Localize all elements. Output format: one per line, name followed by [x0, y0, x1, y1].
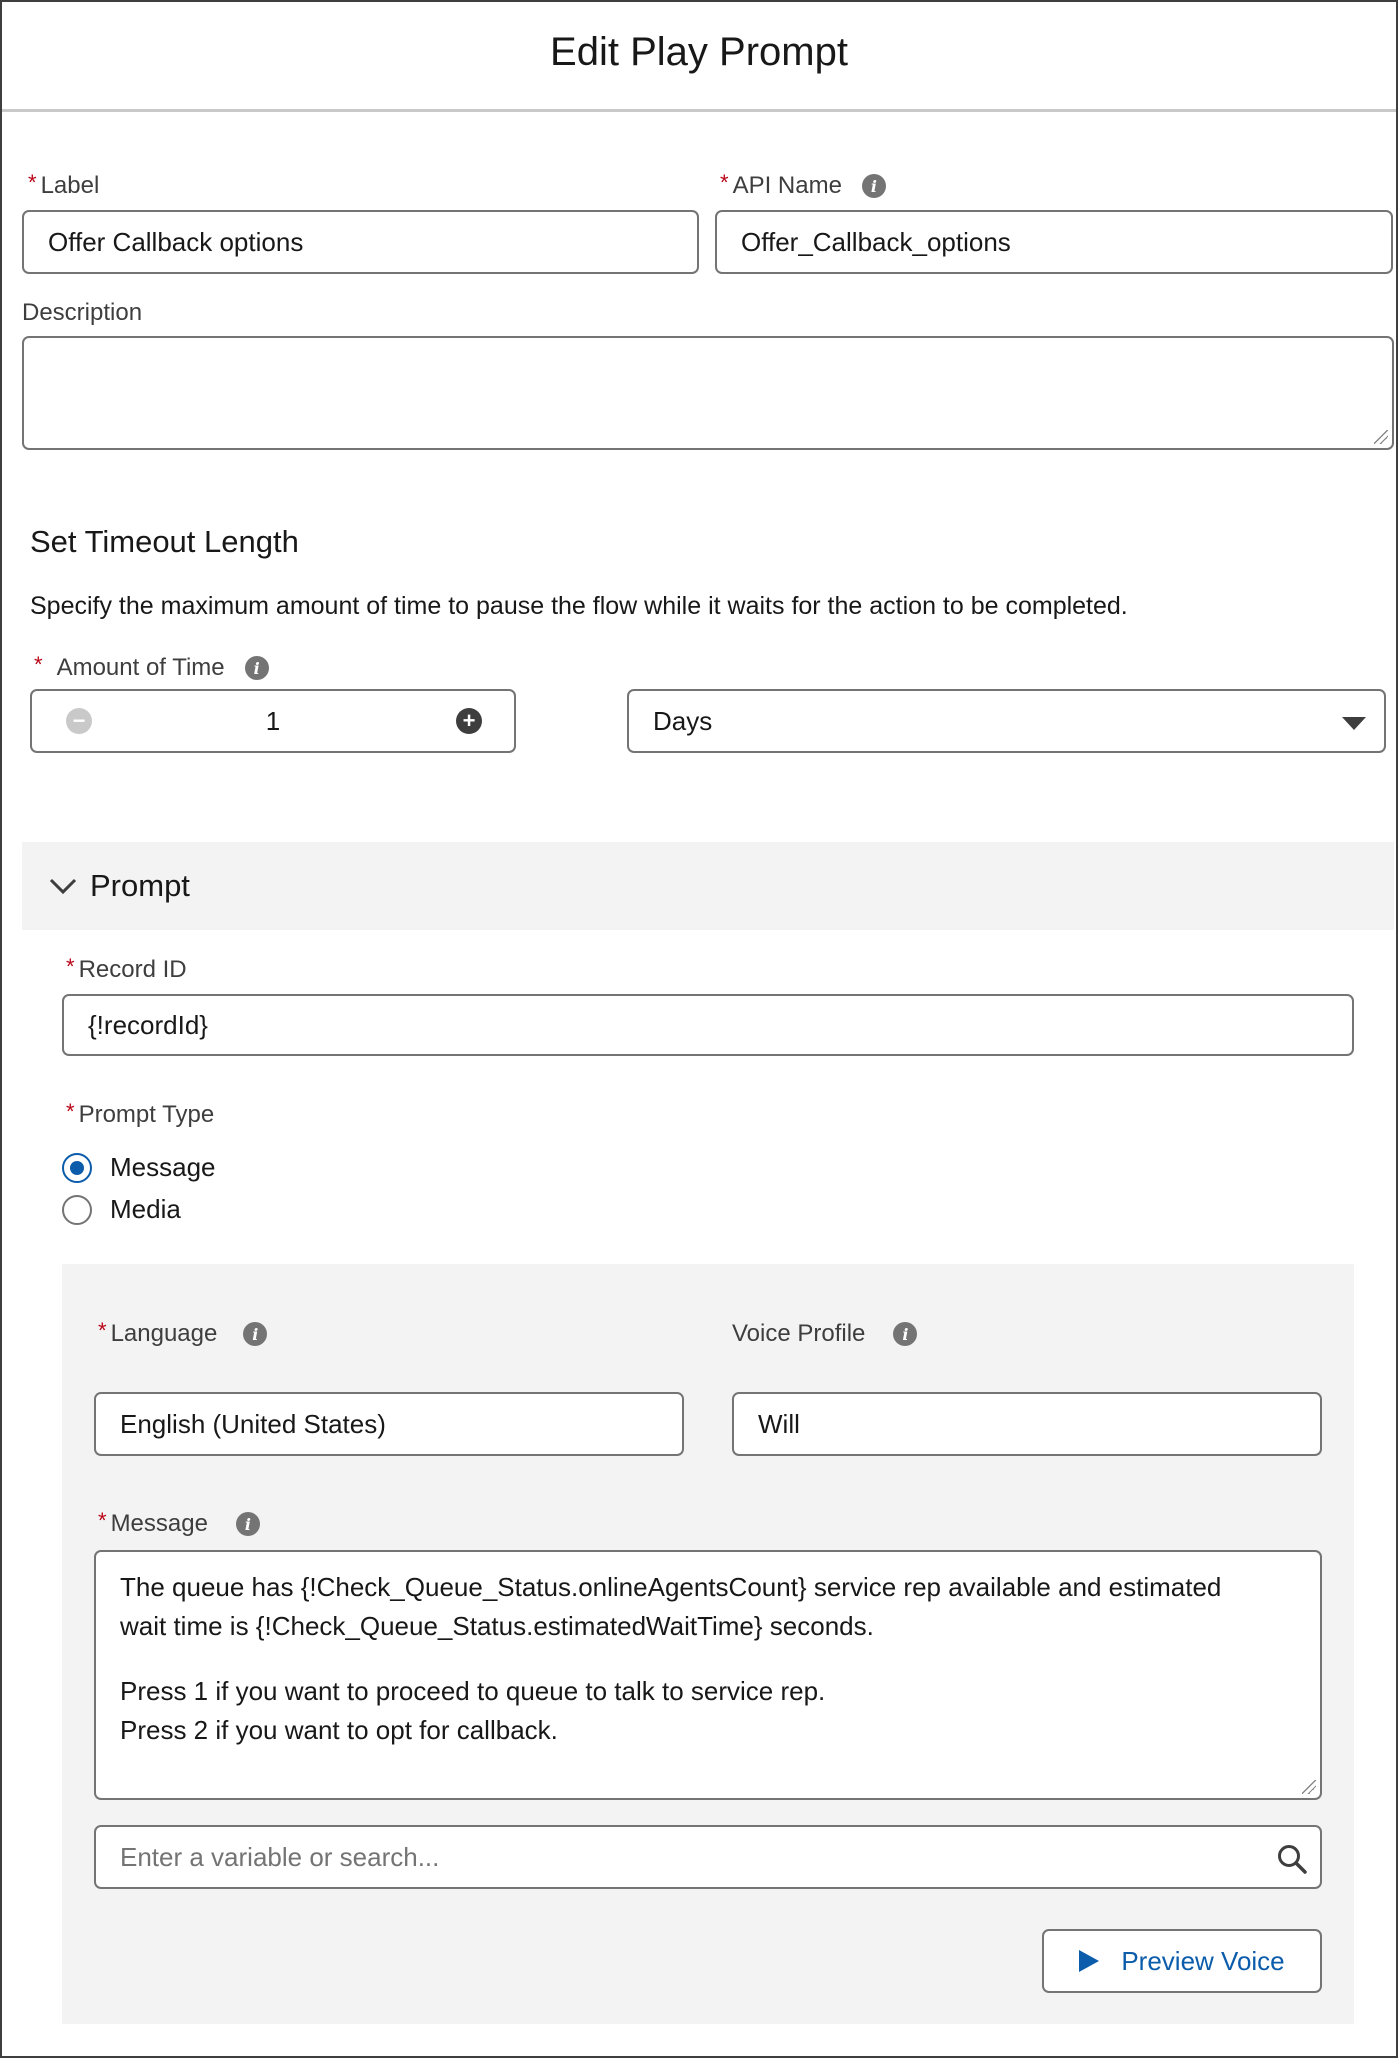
api-name-field-label: * API Name i	[720, 172, 886, 200]
timeout-description: Specify the maximum amount of time to pause the flow while it waits for the action to be completed.	[30, 592, 1128, 620]
prompt-type-label: * Prompt Type	[66, 1099, 215, 1128]
info-icon[interactable]: i	[862, 174, 886, 198]
required-asterisk: *	[98, 1508, 107, 1533]
info-icon[interactable]: i	[245, 656, 269, 680]
prompt-section-title: Prompt	[90, 868, 190, 903]
language-input[interactable]: English (United States)	[94, 1392, 684, 1456]
info-icon[interactable]: i	[893, 1322, 917, 1346]
preview-voice-button[interactable]: Preview Voice	[1042, 1929, 1322, 1993]
required-asterisk: *	[34, 652, 43, 677]
amount-value: 1	[265, 705, 281, 736]
required-asterisk: *	[66, 1099, 75, 1124]
info-icon[interactable]: i	[236, 1512, 260, 1536]
required-asterisk: *	[98, 1318, 107, 1343]
radio-button-checked[interactable]	[62, 1153, 92, 1183]
chevron-down-icon[interactable]	[46, 869, 80, 903]
time-unit-select[interactable]: Days	[627, 689, 1386, 753]
modal-title: Edit Play Prompt	[550, 30, 848, 74]
increment-icon[interactable]: +	[456, 708, 482, 734]
modal-header	[2, 2, 1396, 112]
resize-handle-icon[interactable]	[1302, 1780, 1316, 1794]
message-label: * Message i	[98, 1510, 260, 1538]
label-field-label: * Label	[28, 170, 100, 199]
required-asterisk: *	[720, 170, 729, 195]
amount-stepper[interactable]	[30, 689, 516, 753]
description-field-label: Description	[22, 299, 143, 326]
prompt-accordion-header[interactable]	[22, 842, 1394, 930]
chevron-down-icon	[1342, 715, 1366, 731]
record-id-input[interactable]: {!recordId}	[62, 994, 1354, 1056]
resize-handle-icon[interactable]	[1374, 430, 1388, 444]
decrement-icon[interactable]: −	[66, 708, 92, 734]
message-line: Press 1 if you want to proceed to queue to talk to service rep.	[120, 1676, 826, 1706]
required-asterisk: *	[66, 954, 75, 979]
record-id-label: * Record ID	[66, 954, 187, 983]
amount-of-time-label: * Amount of Time i	[34, 654, 269, 682]
radio-button[interactable]	[62, 1195, 92, 1225]
message-line: The queue has {!Check_Queue_Status.onlineAgentsCount} service rep available and estimated	[120, 1572, 1222, 1602]
voice-profile-input[interactable]: Will	[732, 1392, 1322, 1456]
api-name-input[interactable]: Offer_Callback_options	[715, 210, 1393, 274]
timeout-section-title: Set Timeout Length	[30, 524, 299, 559]
required-asterisk: *	[28, 170, 37, 195]
message-line: wait time is {!Check_Queue_Status.estimatedWaitTime} seconds.	[120, 1611, 874, 1641]
label-input[interactable]: Offer Callback options	[22, 210, 699, 274]
message-settings-panel	[62, 1264, 1354, 2024]
play-icon	[1079, 1950, 1099, 1972]
radio-option-message[interactable]: Message	[62, 1152, 216, 1183]
info-icon[interactable]: i	[243, 1322, 267, 1346]
message-line: Press 2 if you want to opt for callback.	[120, 1715, 558, 1745]
message-textarea[interactable]	[94, 1550, 1322, 1800]
description-textarea[interactable]	[22, 336, 1394, 450]
search-icon[interactable]	[1276, 1843, 1308, 1875]
radio-option-media[interactable]: Media	[62, 1194, 181, 1225]
voice-profile-label: Voice Profile i	[732, 1320, 917, 1348]
language-label: * Language i	[98, 1320, 267, 1348]
variable-search-input[interactable]: Enter a variable or search...	[94, 1825, 1322, 1889]
